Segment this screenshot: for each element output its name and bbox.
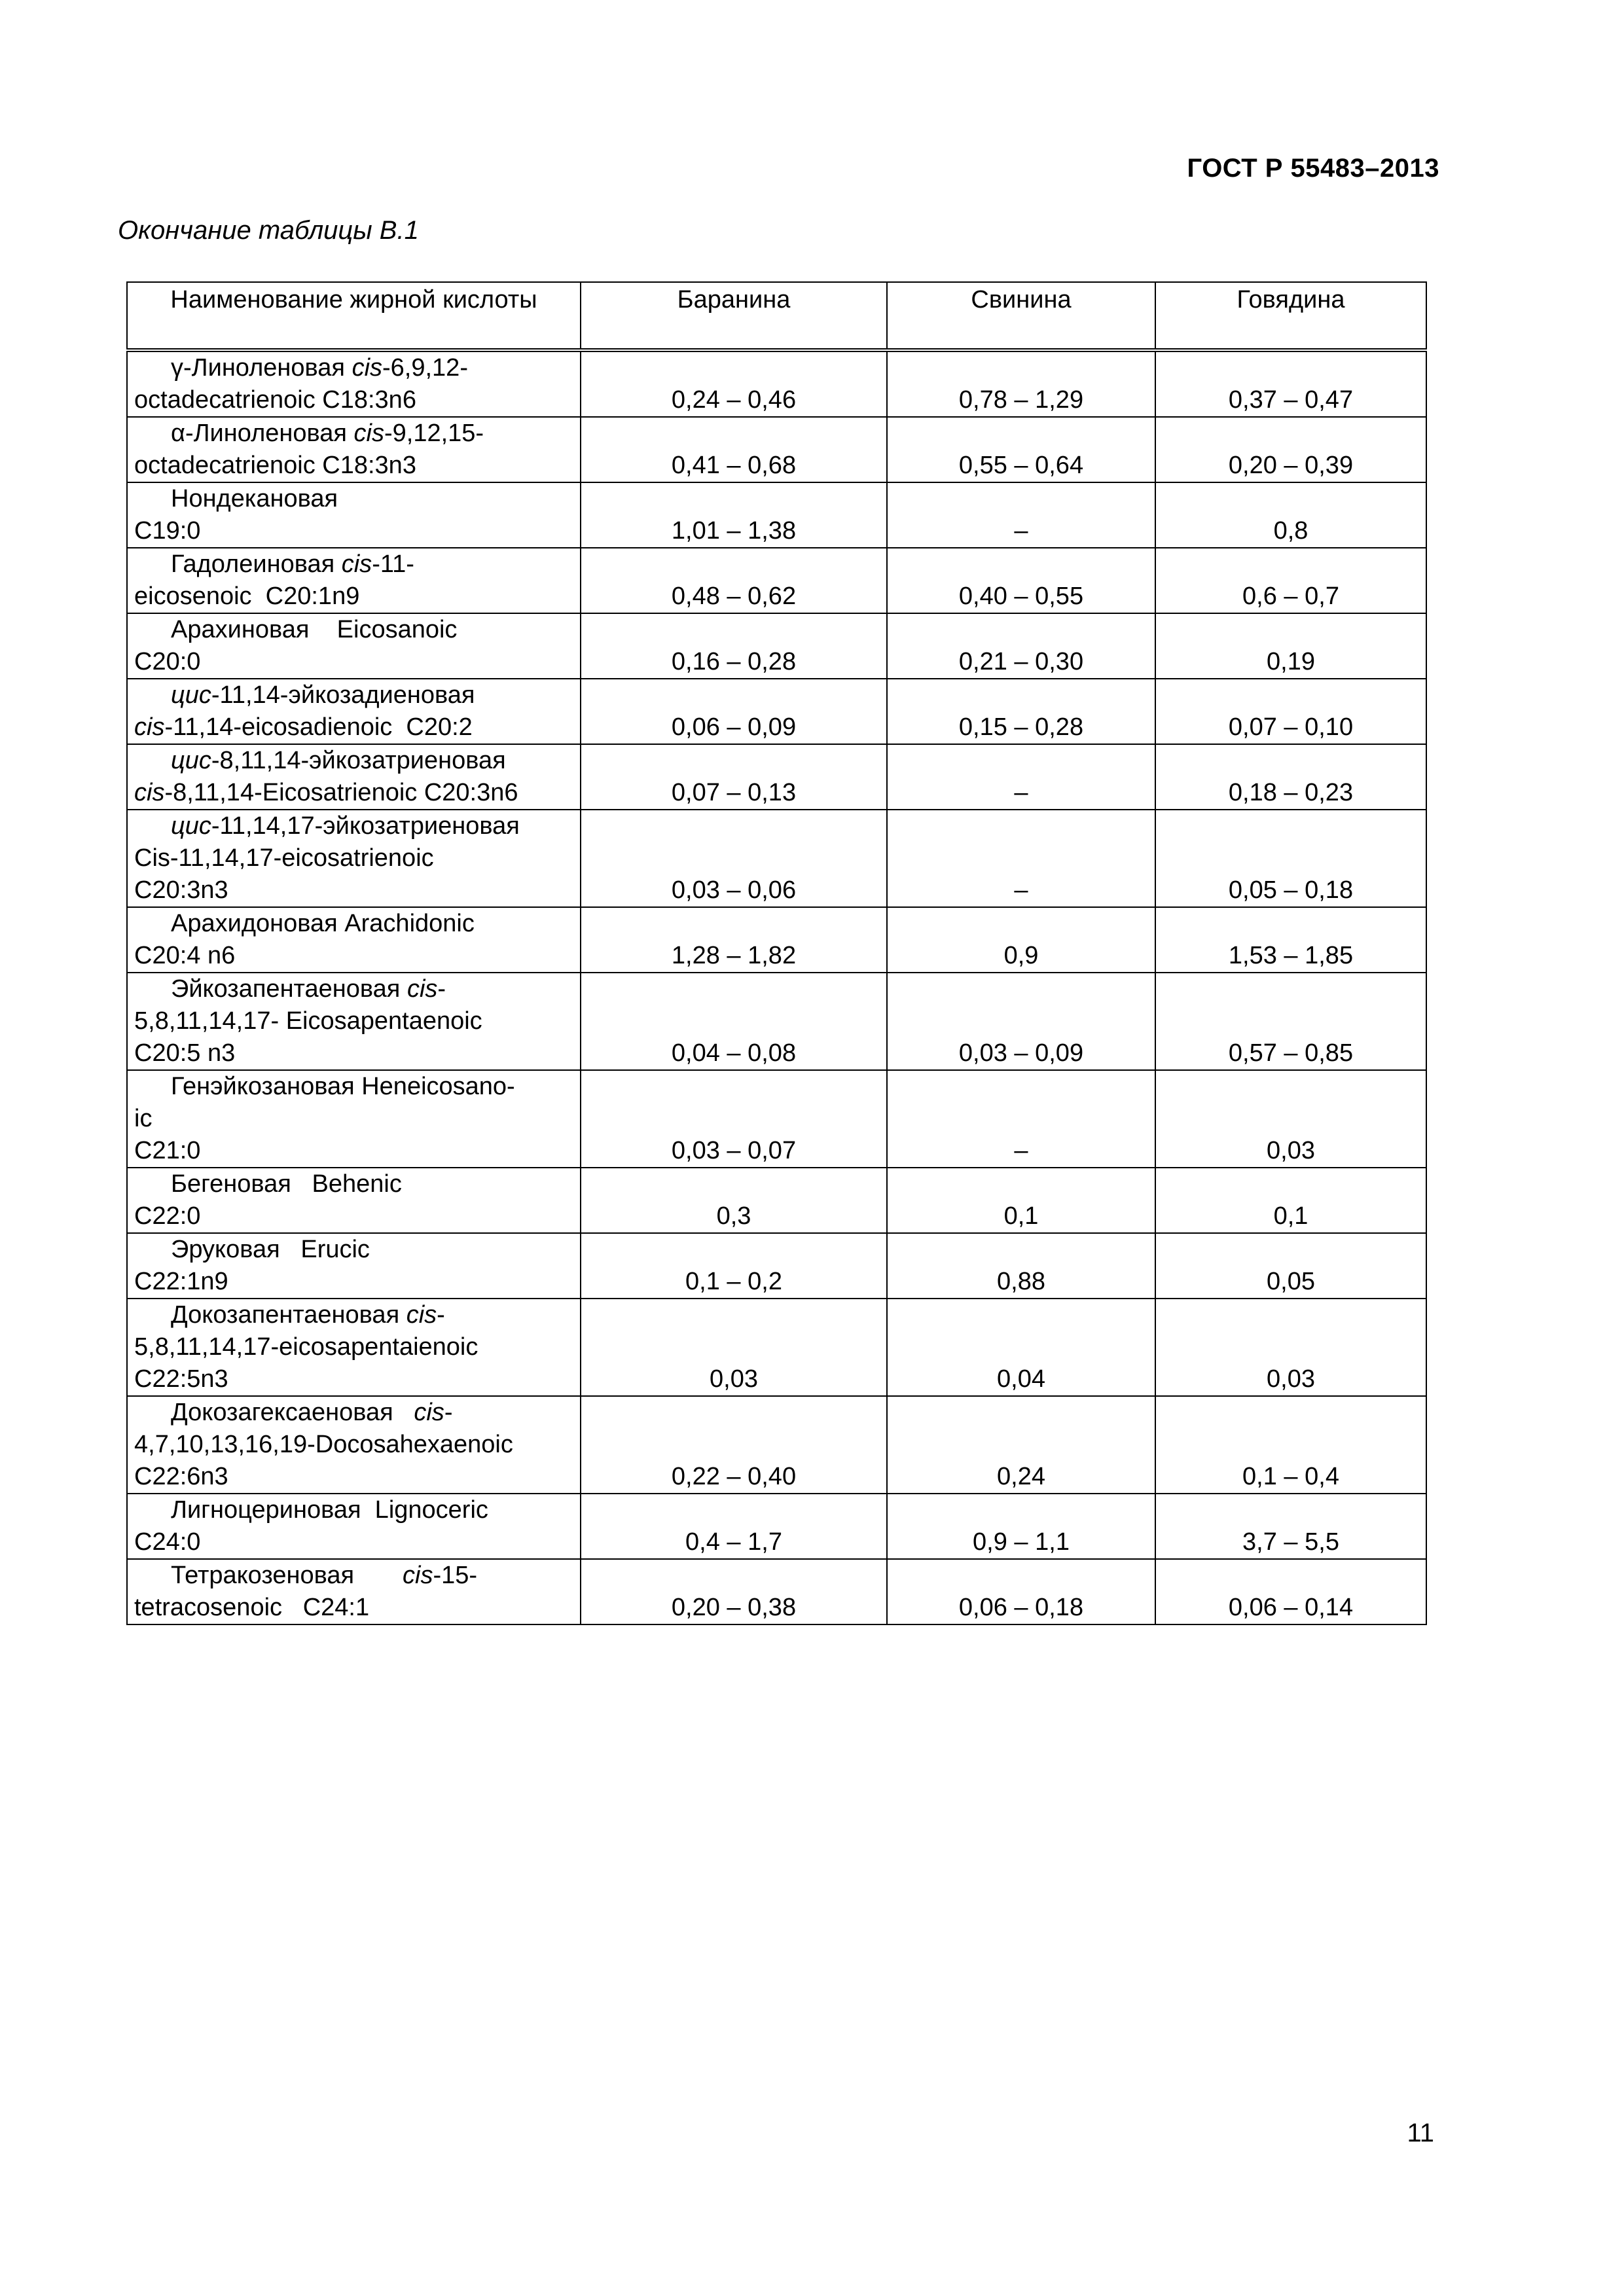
name-text: Эруковая Erucic [171,1236,370,1263]
pork-value-cell: 0,24 [887,1396,1155,1494]
name-text: γ-Линоленовая [171,354,352,382]
name-text: -6,9,12- [382,354,468,382]
isomer-prefix: цис [171,681,211,709]
beef-value-cell: 0,07 – 0,10 [1155,679,1426,744]
fatty-acid-name-line [134,874,573,906]
table-row [127,350,1426,417]
table-row [127,744,1426,810]
table-row [127,1396,1426,1494]
name-text: С22:0 [134,1202,201,1230]
fatty-acid-name-line [134,384,573,416]
column-header-pork: Свинина [887,282,1155,350]
lamb-value-cell: 0,48 – 0,62 [581,548,887,613]
name-text: Арахидоновая Arachidonic [171,910,475,937]
name-text: С19:0 [134,517,201,545]
fatty-acid-name-line [134,908,573,940]
name-text: Тетракозеновая [171,1562,403,1589]
fatty-acid-name-line [134,1234,573,1266]
isomer-prefix: cis [341,550,372,578]
table-row [127,810,1426,907]
name-text: Гадолеиновая [171,550,342,578]
column-header-fatty-acid: Наименование жирной кислоты [127,282,581,350]
pork-value-cell: 0,21 – 0,30 [887,613,1155,679]
name-text: 5,8,11,14,17- Eicosapentaenoic [134,1007,482,1035]
table-row [127,482,1426,548]
lamb-value-cell: 0,06 – 0,09 [581,679,887,744]
pork-value-cell: 0,55 – 0,64 [887,417,1155,482]
name-text: tetracosenoic С24:1 [134,1594,370,1621]
beef-value-cell: 0,1 [1155,1168,1426,1233]
lamb-value-cell: 0,4 – 1,7 [581,1494,887,1559]
table-header-row [127,282,1426,350]
fatty-acid-name-cell [127,613,581,679]
isomer-prefix: cis [403,1562,433,1589]
table-row [127,613,1426,679]
fatty-acid-name-line [134,450,573,482]
fatty-acid-name-line [134,1135,573,1167]
lamb-value-cell: 0,03 – 0,07 [581,1070,887,1168]
pork-value-cell: 0,06 – 0,18 [887,1559,1155,1624]
name-text: С20:0 [134,648,201,675]
beef-value-cell: 0,19 [1155,613,1426,679]
name-text: - [444,1399,453,1426]
beef-value-cell: 0,37 – 0,47 [1155,350,1426,417]
page-number: 11 [1407,2119,1434,2147]
table-row [127,1299,1426,1396]
lamb-value-cell: 0,1 – 0,2 [581,1233,887,1299]
beef-value-cell: 0,8 [1155,482,1426,548]
name-text: С22:6n3 [134,1463,228,1490]
name-text: -11,14-эйкозадиеновая [211,681,475,709]
pork-value-cell: 0,1 [887,1168,1155,1233]
lamb-value-cell: 0,04 – 0,08 [581,973,887,1070]
pork-value-cell: – [887,744,1155,810]
pork-value-cell: 0,04 [887,1299,1155,1396]
beef-value-cell: 3,7 – 5,5 [1155,1494,1426,1559]
fatty-acid-name-line [134,646,573,678]
name-text: octadecatrienoic С18:3n3 [134,452,416,479]
name-text: Лигноцериновая Lignoceric [171,1496,488,1524]
fatty-acid-name-line [134,548,573,581]
table-row [127,973,1426,1070]
beef-value-cell: 0,1 – 0,4 [1155,1396,1426,1494]
fatty-acid-name-cell [127,350,581,417]
pork-value-cell: 0,40 – 0,55 [887,548,1155,613]
fatty-acid-name-line [134,973,573,1005]
pork-value-cell: 0,03 – 0,09 [887,973,1155,1070]
name-text: Нондекановая [171,485,338,512]
pork-value-cell: 0,9 – 1,1 [887,1494,1155,1559]
fatty-acid-name-cell [127,417,581,482]
beef-value-cell: 0,6 – 0,7 [1155,548,1426,613]
name-text: α-Линоленовая [171,420,354,447]
lamb-value-cell: 1,28 – 1,82 [581,907,887,973]
beef-value-cell: 0,20 – 0,39 [1155,417,1426,482]
isomer-prefix: cis [406,975,438,1003]
beef-value-cell: 0,18 – 0,23 [1155,744,1426,810]
pork-value-cell: – [887,810,1155,907]
fatty-acid-name-line [134,581,573,613]
isomer-prefix: цис [171,747,211,774]
fatty-acid-name-cell [127,1233,581,1299]
isomer-prefix: cis [353,420,384,447]
table-row [127,1168,1426,1233]
fatty-acid-name-line [134,1299,573,1331]
column-header-beef: Говядина [1155,282,1426,350]
beef-value-cell: 0,05 – 0,18 [1155,810,1426,907]
table-row [127,417,1426,482]
fatty-acid-name-line [134,711,573,744]
fatty-acid-name-line [134,614,573,646]
lamb-value-cell: 0,20 – 0,38 [581,1559,887,1624]
beef-value-cell: 0,06 – 0,14 [1155,1559,1426,1624]
table-row [127,1559,1426,1624]
name-text: С20:3n3 [134,876,228,904]
isomer-prefix: cis [406,1301,437,1329]
table-row [127,1070,1426,1168]
fatty-acid-name-cell [127,744,581,810]
beef-value-cell: 0,03 [1155,1070,1426,1168]
pork-value-cell: 0,88 [887,1233,1155,1299]
lamb-value-cell: 0,22 – 0,40 [581,1396,887,1494]
fatty-acid-name-line [134,1363,573,1395]
fatty-acid-name-line [134,842,573,874]
lamb-value-cell: 0,03 – 0,06 [581,810,887,907]
fatty-acid-name-line [134,1429,573,1461]
table-row [127,1233,1426,1299]
name-text: С20:4 n6 [134,942,236,969]
name-text: С21:0 [134,1137,201,1164]
fatty-acid-name-line [134,483,573,515]
name-text: -8,11,14-Eicosatrienoic С20:3n6 [164,779,518,806]
lamb-value-cell: 0,41 – 0,68 [581,417,887,482]
fatty-acid-name-cell [127,973,581,1070]
name-text: -9,12,15- [384,420,484,447]
fatty-acid-name-line [134,1592,573,1624]
fatty-acid-name-line [134,940,573,972]
table-row [127,907,1426,973]
name-text: - [437,1301,445,1329]
lamb-value-cell: 1,01 – 1,38 [581,482,887,548]
isomer-prefix: cis [352,354,383,382]
fatty-acid-name-line [134,777,573,809]
fatty-acid-name-line [134,1168,573,1200]
isomer-prefix: цис [171,812,211,840]
fatty-acid-name-line [134,1266,573,1298]
isomer-prefix: cis [134,779,165,806]
name-text: -11,14-eicosadienoic С20:2 [164,713,473,741]
name-text: ic [134,1105,153,1132]
name-text: 5,8,11,14,17-eicosapentaienoic [134,1333,478,1361]
fatty-acid-name-line [134,1200,573,1232]
table-row [127,1494,1426,1559]
lamb-value-cell: 0,16 – 0,28 [581,613,887,679]
beef-value-cell: 0,05 [1155,1233,1426,1299]
document-standard-header: ГОСТ Р 55483–2013 [1187,154,1439,183]
fatty-acid-table [126,281,1427,1625]
fatty-acid-name-line [134,1005,573,1037]
name-text: Генэйкозановая Heneicosano- [171,1073,515,1100]
isomer-prefix: cis [414,1399,444,1426]
fatty-acid-name-cell [127,1494,581,1559]
fatty-acid-name-line [134,1037,573,1069]
fatty-acid-name-line [134,679,573,711]
fatty-acid-name-cell [127,810,581,907]
isomer-prefix: cis [134,713,165,741]
fatty-acid-name-line [134,745,573,777]
name-text: -15- [433,1562,478,1589]
name-text: octadecatrienoic С18:3n6 [134,386,416,414]
column-header-lamb: Баранина [581,282,887,350]
beef-value-cell: 0,03 [1155,1299,1426,1396]
beef-value-cell: 1,53 – 1,85 [1155,907,1426,973]
name-text: С24:0 [134,1528,201,1556]
fatty-acid-name-cell [127,482,581,548]
name-text: -8,11,14-эйкозатриеновая [211,747,506,774]
table-continuation-caption: Окончание таблицы В.1 [118,216,419,245]
fatty-acid-name-line [134,1331,573,1363]
fatty-acid-name-line [134,515,573,547]
fatty-acid-name-line [134,810,573,842]
fatty-acid-name-cell [127,907,581,973]
fatty-acid-name-cell [127,1070,581,1168]
name-text: Бегеновая Behenic [171,1170,402,1198]
lamb-value-cell: 0,03 [581,1299,887,1396]
pork-value-cell: 0,78 – 1,29 [887,350,1155,417]
fatty-acid-name-line [134,1526,573,1558]
name-text: eicosenoic С20:1n9 [134,583,360,610]
fatty-acid-name-cell [127,1168,581,1233]
name-text: С22:5n3 [134,1365,228,1393]
lamb-value-cell: 0,07 – 0,13 [581,744,887,810]
fatty-acid-name-line [134,418,573,450]
fatty-acid-name-cell [127,1559,581,1624]
name-text: -11,14,17-эйкозатриеновая [211,812,520,840]
pork-value-cell: – [887,1070,1155,1168]
name-text: Докозапентаеновая [171,1301,406,1329]
fatty-acid-name-line [134,1494,573,1526]
fatty-acid-name-line [134,1397,573,1429]
fatty-acid-name-line [134,1071,573,1103]
fatty-acid-name-cell [127,1299,581,1396]
table-row [127,548,1426,613]
name-text: Докозагексаеновая [171,1399,414,1426]
name-text: -11- [372,550,414,578]
name-text: Cis-11,14,17-eicosatrienoic [134,844,434,872]
pork-value-cell: 0,15 – 0,28 [887,679,1155,744]
fatty-acid-name-line [134,1560,573,1592]
table-row [127,679,1426,744]
name-text: Эйкозапентаеновая [171,975,407,1003]
name-text: 4,7,10,13,16,19-Docosahexaenoic [134,1431,513,1458]
name-text: С20:5 n3 [134,1039,236,1067]
name-text: - [437,975,446,1003]
lamb-value-cell: 0,24 – 0,46 [581,350,887,417]
name-text: С22:1n9 [134,1268,228,1295]
fatty-acid-name-line [134,352,573,384]
beef-value-cell: 0,57 – 0,85 [1155,973,1426,1070]
fatty-acid-name-line [134,1461,573,1493]
fatty-acid-name-line [134,1103,573,1135]
fatty-acid-name-cell [127,548,581,613]
lamb-value-cell: 0,3 [581,1168,887,1233]
fatty-acid-name-cell [127,1396,581,1494]
fatty-acid-name-cell [127,679,581,744]
name-text: Арахиновая Eicosanoic [171,616,458,643]
pork-value-cell: – [887,482,1155,548]
pork-value-cell: 0,9 [887,907,1155,973]
